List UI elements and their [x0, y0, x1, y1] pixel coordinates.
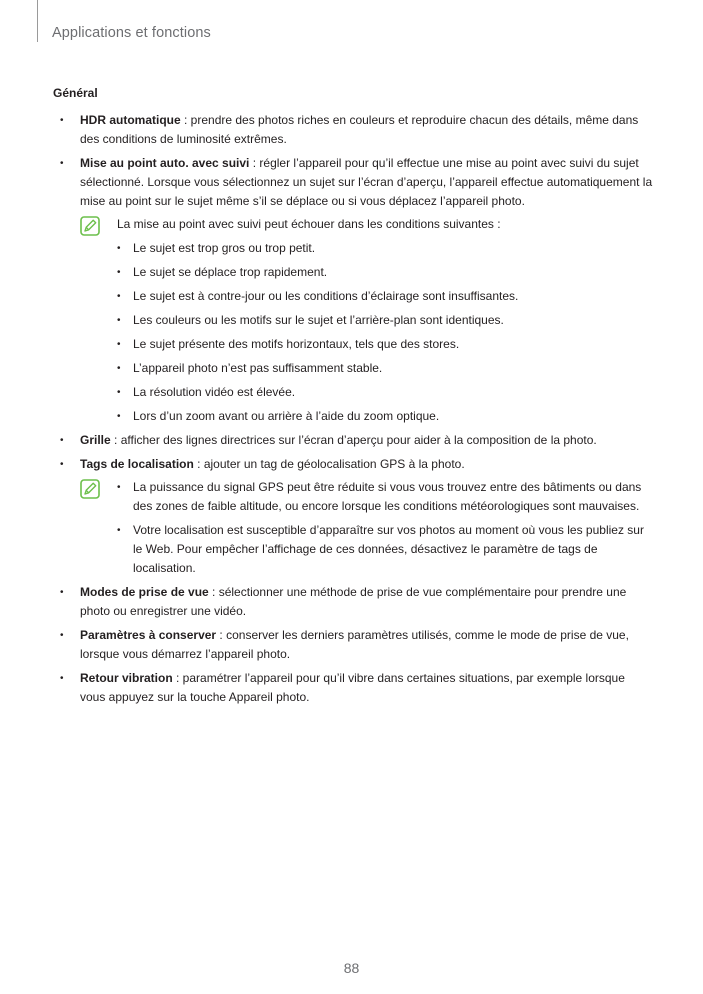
note-pencil-icon: [80, 216, 100, 236]
note-pencil-icon: [80, 479, 100, 499]
bullet-icon: •: [60, 115, 64, 126]
note-list: [117, 239, 653, 426]
note-item-text: La résolution vidéo est élevée.: [133, 385, 296, 399]
item-term: HDR automatique: [80, 113, 181, 127]
note-item-text: L’appareil photo n’est pas suffisamment stable.: [133, 361, 383, 375]
item-description: : paramétrer l’appareil pour qu’il vibre dans certaines situations, par exemple lorsque vous appuyez sur la touche Appareil photo.: [80, 671, 625, 704]
list-item-hdr: [53, 111, 653, 149]
header-divider: [37, 0, 38, 42]
bullet-icon: •: [117, 267, 121, 278]
bullet-icon: •: [117, 291, 121, 302]
note-item-text: Votre localisation est susceptible d’apparaître sur vos photos au moment où vous les publiez sur le Web. Pour empêcher l’affichage de ces données, désactivez le paramètre de tags de localisation.: [133, 523, 644, 575]
list-item-vibration-feedback: [53, 669, 653, 707]
bullet-icon: •: [117, 243, 121, 254]
settings-list: [53, 111, 653, 707]
bullet-icon: •: [117, 482, 121, 493]
note-item-text: Le sujet présente des motifs horizontaux, tels que des stores.: [133, 337, 460, 351]
item-description: : prendre des photos riches en couleurs et reproduire chacun des détails, même dans des conditions de luminosité extrêmes.: [80, 113, 639, 146]
note-item: [117, 383, 653, 402]
note-item-text: La puissance du signal GPS peut être réduite si vous vous trouvez entre des bâtiments ou dans des zones de faible altitude, ou encore lorsque les conditions météorologiques sont mauvaises.: [133, 480, 642, 513]
list-item-grid: [53, 431, 653, 450]
bullet-icon: •: [60, 630, 64, 641]
note-item: [117, 359, 653, 378]
bullet-icon: •: [60, 459, 64, 470]
bullet-icon: •: [117, 363, 121, 374]
item-term: Mise au point auto. avec suivi: [80, 156, 250, 170]
item-term: Grille: [80, 433, 111, 447]
note-item-text: Le sujet se déplace trop rapidement.: [133, 265, 328, 279]
bullet-icon: •: [60, 673, 64, 684]
note-item: [117, 239, 653, 258]
item-term: Paramètres à conserver: [80, 628, 217, 642]
note-item: [117, 335, 653, 354]
main-content: [53, 84, 653, 712]
list-item-settings-to-keep: [53, 626, 653, 664]
bullet-icon: •: [117, 387, 121, 398]
note-item-text: Les couleurs ou les motifs sur le sujet et l’arrière-plan sont identiques.: [133, 313, 504, 327]
note-box: [80, 215, 653, 426]
bullet-icon: •: [60, 435, 64, 446]
note-item: [117, 521, 653, 578]
bullet-icon: •: [60, 158, 64, 169]
item-description: : sélectionner une méthode de prise de vue complémentaire pour prendre une photo ou enregistrer une vidéo.: [80, 585, 627, 618]
note-item: [117, 478, 653, 516]
list-item-shooting-modes: [53, 583, 653, 621]
bullet-icon: •: [60, 587, 64, 598]
note-item-text: Le sujet est à contre-jour ou les conditions d’éclairage sont insuffisantes.: [133, 289, 519, 303]
note-item: [117, 287, 653, 306]
bullet-icon: •: [117, 525, 121, 536]
list-item-autofocus-tracking: [53, 154, 653, 426]
note-item: [117, 263, 653, 282]
page-number: 88: [343, 960, 360, 976]
note-intro: La mise au point avec suivi peut échouer dans les conditions suivantes :: [117, 217, 501, 231]
item-term: Tags de localisation: [80, 457, 194, 471]
bullet-icon: •: [117, 315, 121, 326]
list-item-location-tags: [53, 455, 653, 578]
page-header-title: Applications et fonctions: [52, 25, 211, 41]
item-description: : ajouter un tag de géolocalisation GPS à la photo.: [193, 457, 465, 471]
note-item-text: Le sujet est trop gros ou trop petit.: [133, 241, 316, 255]
note-item: [117, 407, 653, 426]
bullet-icon: •: [117, 339, 121, 350]
item-description: : afficher des lignes directrices sur l’écran d’aperçu pour aider à la composition de la photo.: [110, 433, 597, 447]
note-item-text: Lors d’un zoom avant ou arrière à l’aide du zoom optique.: [133, 409, 440, 423]
bullet-icon: •: [117, 411, 121, 422]
item-description: : conserver les derniers paramètres utilisés, comme le mode de prise de vue, lorsque vous démarrez l’appareil photo.: [80, 628, 629, 661]
note-box: [80, 478, 653, 578]
item-term: Retour vibration: [80, 671, 173, 685]
note-item: [117, 311, 653, 330]
note-list: [117, 478, 653, 578]
section-heading: Général: [53, 86, 98, 100]
item-description: : régler l’appareil pour qu’il effectue une mise au point avec suivi du sujet sélectionné. Lorsque vous sélectionnez un sujet sur l’écran d’aperçu, l’appareil effectue automatiquement la mise au point sur le sujet même s’il se déplace ou si vous déplacez l’appareil photo.: [80, 156, 653, 208]
item-term: Modes de prise de vue: [80, 585, 209, 599]
